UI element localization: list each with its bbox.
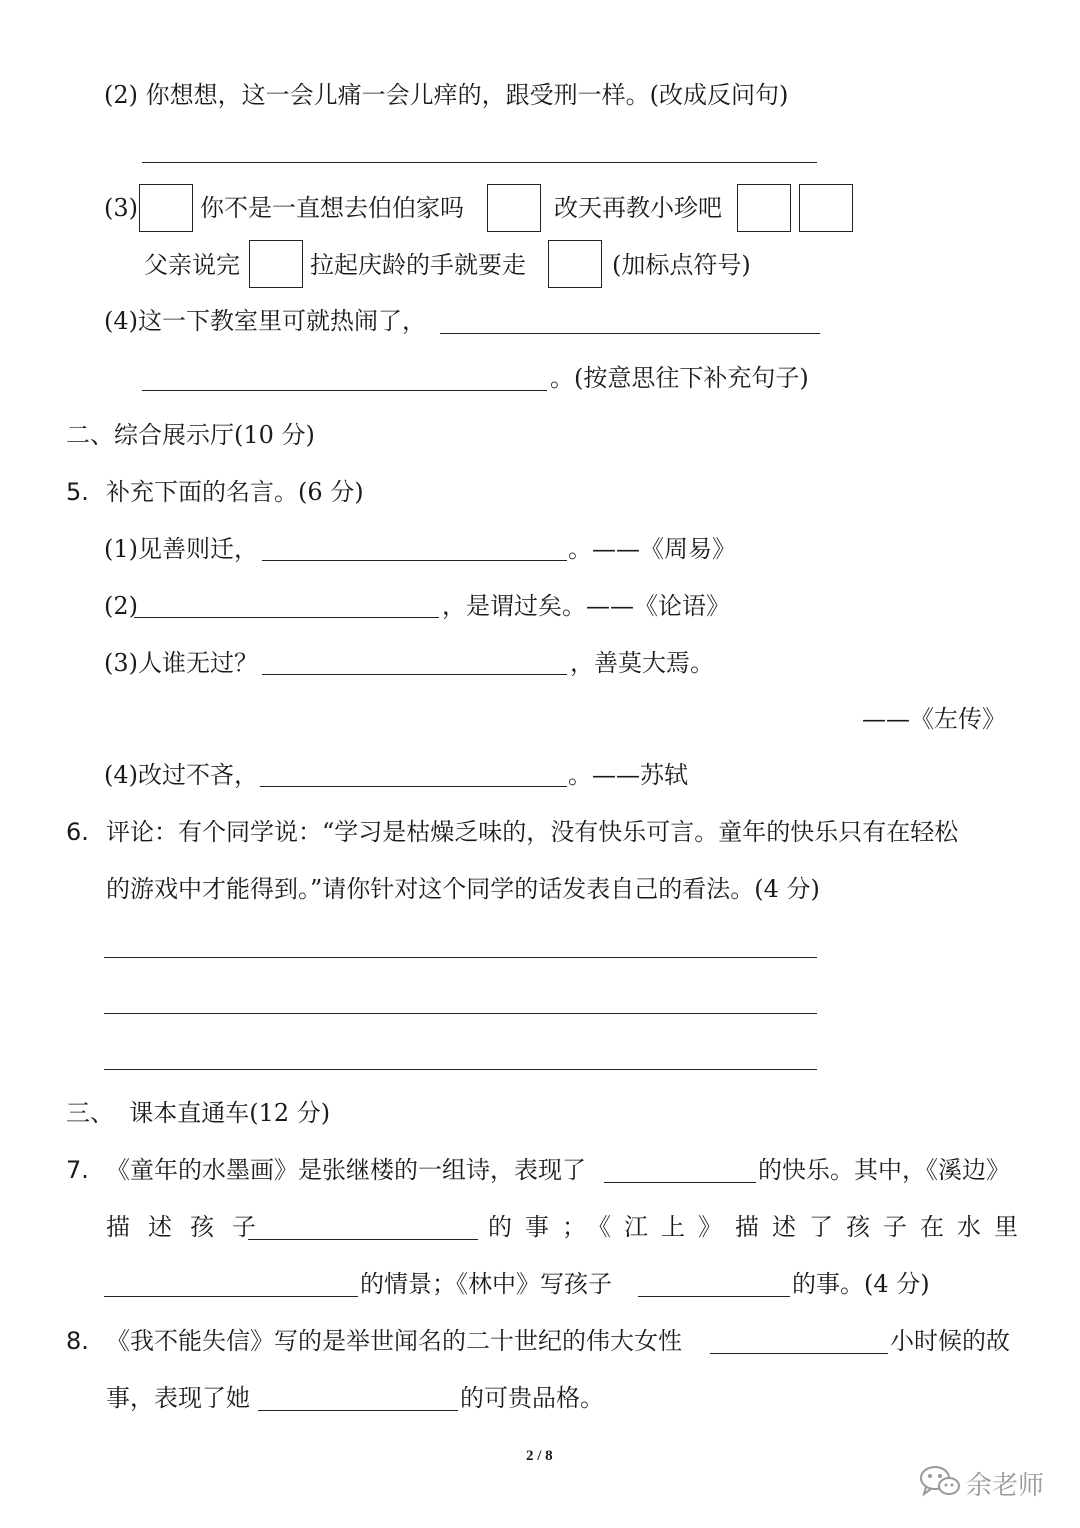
q4-item4-answer-line-2[interactable] [142,390,547,391]
q4-item2-text: (2) 你想想，这一会儿痛一会儿痒的，跟受刑一样。(改成反问句) [104,81,789,109]
wechat-icon [918,1463,962,1499]
q4-item3-text-b: 改天再教小珍吧 [554,194,722,222]
q7-answer-line-4[interactable] [638,1296,790,1297]
q4-item3-text-d: 拉起庆龄的手就要走 [310,251,526,279]
punctuation-box-6[interactable] [548,240,602,288]
punctuation-box-4[interactable] [799,184,853,232]
q4-item3-number: (3) [104,194,138,222]
q6-text-line2: 的游戏中才能得到。”请你针对这个同学的话发表自己的看法。(4 分) [106,875,820,903]
q4-item2-answer-line[interactable] [142,162,817,163]
q4-item4-answer-line-1[interactable] [440,333,820,334]
q4-item3-text-c: 父亲说完 [144,251,240,279]
q5-item2-answer-line[interactable] [134,617,439,618]
q8-line2-text-b: 的可贵品格。 [460,1384,604,1412]
q5-item4-text-b: 。——苏轼 [568,761,688,789]
q7-answer-line-3[interactable] [104,1296,358,1297]
q5-item4-text-a: (4)改过不吝， [104,761,258,789]
q5-item3-text-a: (3)人谁无过？ [104,649,258,677]
page-number: 2 / 8 [526,1448,553,1464]
punctuation-box-3[interactable] [737,184,791,232]
section3-heading: 三、 课本直通车(12 分) [66,1099,331,1127]
q6-number: 6. [66,818,89,846]
q6-answer-line-2[interactable] [104,1013,817,1014]
q6-text-line1: 评论：有个同学说：“学习是枯燥乏味的，没有快乐可言。童年的快乐只有在轻松 [106,818,959,846]
q5-item3-answer-line[interactable] [262,674,567,675]
q8-line1-text-b: 小时候的故 [890,1327,1010,1355]
punctuation-box-5[interactable] [249,240,303,288]
q7-line1-text-b: 的快乐。其中，《溪边》 [758,1156,1010,1184]
q5-title: 补充下面的名言。(6 分) [106,478,364,506]
section2-heading: 二、综合展示厅(10 分) [66,421,315,449]
q5-item1-text-a: (1)见善则迁， [104,535,258,563]
q7-line1-text-a: 《童年的水墨画》是张继楼的一组诗，表现了 [106,1156,586,1184]
q5-item3-source: ——《左传》 [862,705,1006,733]
q7-answer-line-2[interactable] [248,1239,478,1240]
q5-number: 5. [66,478,89,506]
q7-line2-text-a: 描述孩子 [106,1213,274,1241]
q5-item4-answer-line[interactable] [260,786,567,787]
q4-item4-hint: 。(按意思往下补充句子) [550,364,809,392]
watermark-text: 余老师 [966,1471,1045,1501]
q6-answer-line-3[interactable] [104,1069,817,1070]
q5-item1-text-b: 。——《周易》 [568,535,736,563]
q7-line3-text-a: 的情景；《林中》写孩子 [360,1270,612,1298]
q5-item2-text-b: ，是谓过矣。——《论语》 [442,592,730,620]
q8-line2-text-a: 事，表现了她 [106,1384,250,1412]
q4-item3-text-a: 你不是一直想去伯伯家吗 [200,194,464,222]
q5-item1-answer-line[interactable] [262,560,567,561]
q5-item3-text-b: ，善莫大焉。 [570,649,714,677]
q7-line2-text-b: 的事；《江上》描述了孩子在水里 [488,1213,1031,1241]
q6-answer-line-1[interactable] [104,957,817,958]
q8-answer-line-1[interactable] [710,1353,888,1354]
punctuation-box-2[interactable] [487,184,541,232]
q8-number: 8. [66,1327,89,1355]
q8-answer-line-2[interactable] [258,1410,458,1411]
q5-item2-text-a: (2) [104,592,138,620]
q4-item4-text: (4)这一下教室里可就热闹了， [104,307,426,335]
q4-item3-hint: (加标点符号) [612,251,751,279]
q7-answer-line-1[interactable] [604,1182,756,1183]
q7-number: 7. [66,1156,89,1184]
q7-line3-text-b: 的事。(4 分) [792,1270,930,1298]
punctuation-box-1[interactable] [139,184,193,232]
q8-line1-text-a: 《我不能失信》写的是举世闻名的二十世纪的伟大女性 [106,1327,682,1355]
